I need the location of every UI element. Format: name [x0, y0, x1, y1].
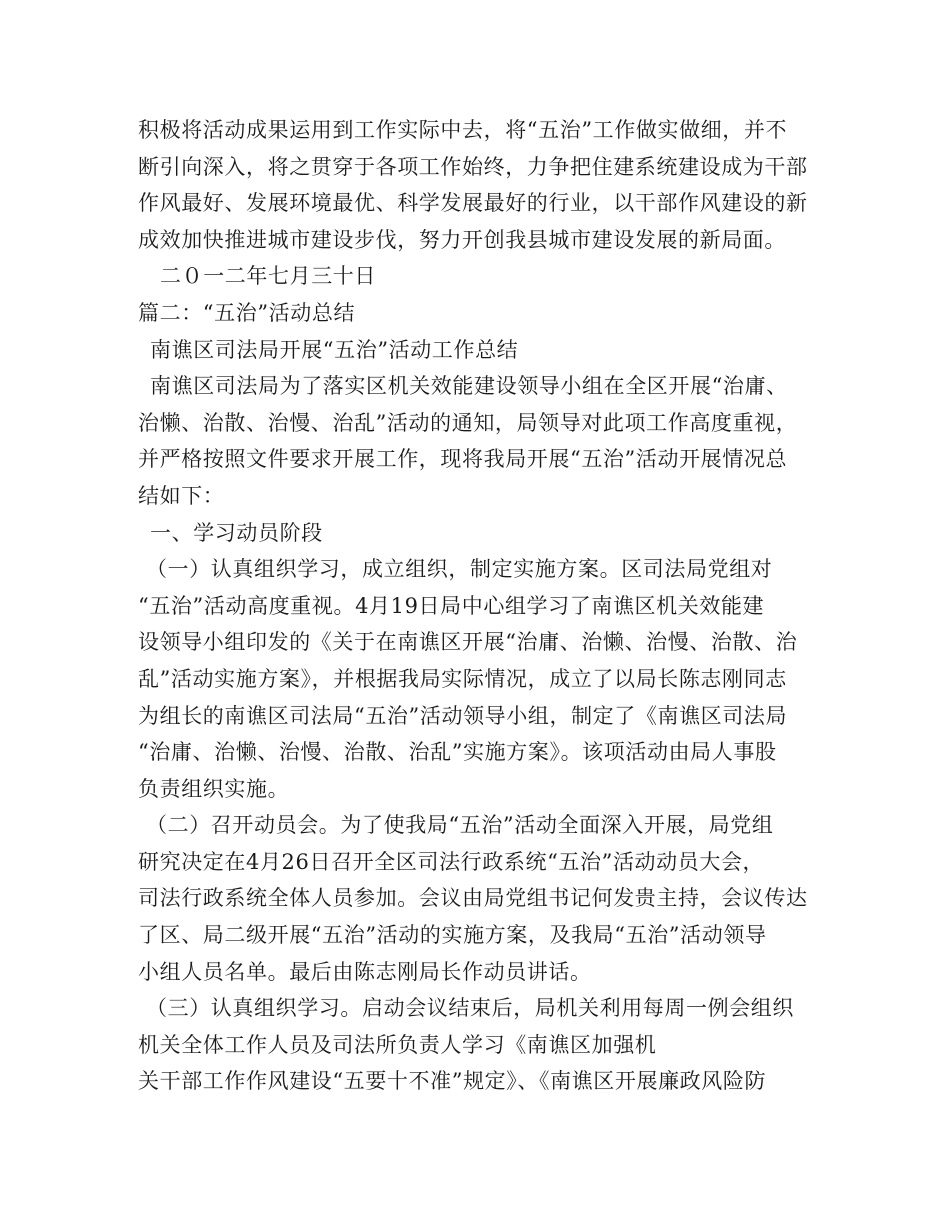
article-title: 南谯区司法局开展“五治”活动工作总结 — [150, 337, 519, 362]
body-line: （二）召开动员会。为了使我局“五治”活动全面深入开展，局党组 — [146, 813, 774, 838]
body-line: 关干部工作作风建设“五要十不准”规定》、《南谯区开展廉政风险防 — [138, 1069, 767, 1094]
body-line: 负责组织实施。 — [138, 776, 290, 801]
date-line: 二０一二年七月三十日 — [160, 264, 376, 289]
body-line: “五治”活动高度重视。4月19日局中心组学习了南谯区机关效能建 — [138, 593, 765, 618]
body-line: 并严格按照文件要求开展工作，现将我局开展“五治”活动开展情况总 — [138, 447, 788, 472]
body-line: 治懒、治散、治慢、治乱”活动的通知，局领导对此项工作高度重视， — [138, 410, 798, 435]
body-line: 为组长的南谯区司法局“五治”活动领导小组，制定了《南谯区司法局 — [138, 703, 788, 728]
body-line: 研究决定在4月26日召开全区司法行政系统“五治”活动动员大会， — [138, 849, 765, 874]
body-line: 小组人员名单。最后由陈志刚局长作动员讲话。 — [138, 959, 592, 984]
body-line: 南谯区司法局为了落实区机关效能建设领导小组在全区开展“治庸、 — [150, 374, 788, 399]
body-line: 乱”活动实施方案》，并根据我局实际情况，成立了以局长陈志刚同志 — [138, 666, 787, 691]
section-heading: 篇二：“五治”活动总结 — [138, 300, 356, 325]
body-line: 了区、局二级开展“五治”活动的实施方案，及我局“五治”活动领导 — [138, 923, 767, 948]
subsection-heading: 一、学习动员阶段 — [150, 520, 323, 545]
body-line: 作风最好、发展环境最优、科学发展最好的行业，以干部作风建设的新 — [138, 191, 808, 216]
body-line: 结如下： — [138, 483, 225, 508]
body-line: 设领导小组印发的《关于在南谯区开展“治庸、治懒、治慢、治散、治 — [138, 630, 798, 655]
body-line: 积极将活动成果运用到工作实际中去，将“五治”工作做实做细，并不 — [138, 118, 788, 142]
body-line: （三）认真组织学习。启动会议结束后，局机关利用每周一例会组织 — [146, 996, 794, 1021]
body-line: （一）认真组织学习，成立组织，制定实施方案。区司法局党组对 — [146, 557, 773, 582]
body-line: 断引向深入，将之贯穿于各项工作始终，力争把住建系统建设成为干部 — [138, 154, 808, 179]
body-line: 机关全体工作人员及司法所负责人学习《南谯区加强机 — [138, 1032, 657, 1057]
body-line: 成效加快推进城市建设步伐，努力开创我县城市建设发展的新局面。 — [138, 227, 786, 252]
document-body — [138, 112, 818, 1100]
body-line: 司法行政系统全体人员参加。会议由局党组书记何发贵主持，会议传达 — [138, 886, 808, 911]
body-line: “治庸、治懒、治慢、治散、治乱”实施方案》。该项活动由局人事股 — [138, 740, 777, 765]
